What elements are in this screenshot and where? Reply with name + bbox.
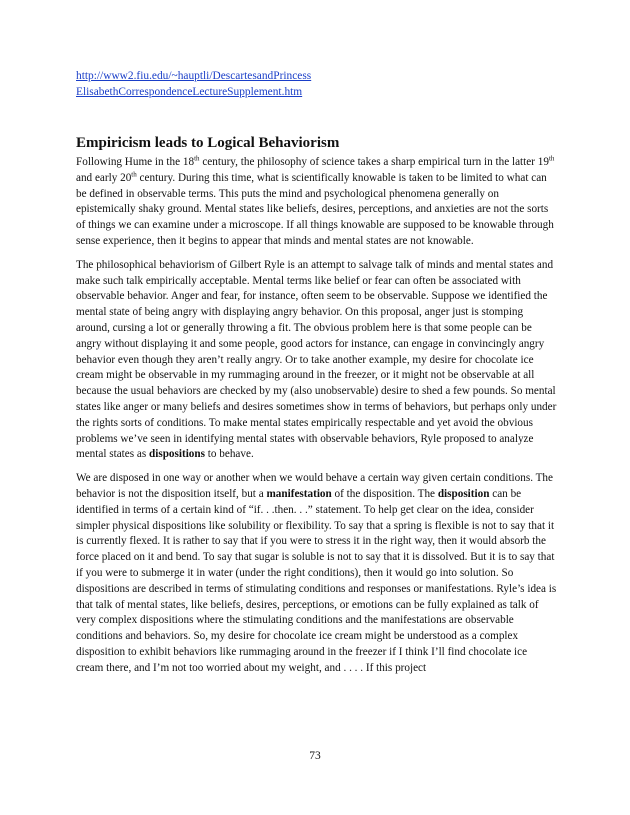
reference-link-line-2[interactable]: ElisabethCorrespondenceLectureSupplement.htm bbox=[76, 86, 303, 98]
p2-bold-dispositions: dispositions bbox=[149, 448, 205, 461]
paragraph-3 bbox=[76, 471, 557, 676]
reference-link-line-1[interactable]: http://www2.fiu.edu/~hauptli/DescartesandPrincess bbox=[76, 70, 312, 82]
p1-sup-1: th bbox=[194, 154, 200, 163]
paragraph-1 bbox=[76, 155, 557, 250]
p3-text-b: of the disposition. The bbox=[331, 487, 438, 500]
p2-text-b: to behave. bbox=[204, 448, 254, 461]
p1-text-c: and early 20 bbox=[76, 171, 132, 184]
p3-text-a: We are disposed in one way or another when we would behave a certain way given certain conditions. The behavior is not the disposition itself, but a bbox=[76, 472, 553, 500]
p3-bold-manifestation: manifestation bbox=[266, 487, 332, 500]
p2-text-a: The philosophical behaviorism of Gilbert Ryle is an attempt to salvage talk of minds and mental states and make such talk empirically acceptable. Mental terms like belief or fear can often be associated with observable behavior. Anger and fear, for instance, often seem to be observable. Suppose we identified the mental state of being angry with displaying angry behavior. On this proposal, anger just is stomping around, cursing a lot or generally throwing a fit. The obvious problem here is that some people can be angry without displaying it and some people, good actors for instance, can engage in convincingly angry behavior even though they aren’t really angry. Or to take another example, my desire for chocolate ice cream might be observable in my rummaging around in the freezer, or it might not be observable at all because the usual behaviors are checked by my (also unobservable) desire to shed a few pounds. So mental states like anger or many beliefs and desires sometimes show in terms of behaviors, but perhaps only under the rights sorts of conditions. To make mental states empirically respectable and yet avoid the obvious problems we’ve seen in identifying mental states with observable behaviors, Ryle proposed to analyze mental states as bbox=[76, 258, 557, 461]
p1-text-a: Following Hume in the 18 bbox=[76, 156, 195, 168]
page-content bbox=[76, 68, 557, 685]
p1-sup-3: th bbox=[131, 170, 137, 179]
p3-bold-disposition: disposition bbox=[437, 487, 490, 500]
p1-text-d: century. During this time, what is scientifically knowable is taken to be limited to what can be defined in observable terms. This puts the mind and psychological phenomena generally on epistemically shaky ground. Mental states like beliefs, desires, perceptions, and anxieties are not the sorts of things we can examine under a microscope. If all things knowable are supposed to be knowable through sense experience, then it begins to appear that minds and mental states are not knowable. bbox=[76, 171, 554, 247]
p1-text-b: century, the philosophy of science takes a sharp empirical turn in the latter 19 bbox=[199, 156, 549, 168]
p1-sup-2: th bbox=[548, 154, 555, 163]
paragraph-2 bbox=[76, 258, 557, 463]
section-heading: Empiricism leads to Logical Behaviorism bbox=[76, 135, 340, 151]
p3-text-c: can be identified in terms of a certain kind of “if. . .then. . .” statement. To help get clear on the idea, consider simpler physical dispositions like solubility or flexibility. To say that a spring is flexible is not to say that it is currently flexed. It is rather to say that if you were to stress it in the right way, then it would absorb the force placed on it and bend. To say that sugar is soluble is not to say that it is dissolved. But it is to say that if you were to submerge it in water (under the right conditions), then it would go into solution. So dispositions are described in terms of stimulating conditions and responses or manifestations. Ryle’s idea is that talk of mental states, like beliefs, desires, perceptions, or emotions can be fully explained as talk of very complex dispositions where the stimulating conditions and the manifestations are observable conditions and behaviors. So, my desire for chocolate ice cream might be understood as a complex disposition to exhibit behaviors like rummaging around in the freezer if I think I’ll find chocolate ice cream there, and I’m not too worried about my weight, and . . . . If this project bbox=[76, 487, 557, 674]
reference-link[interactable] bbox=[76, 68, 557, 100]
page-number: 73 bbox=[309, 750, 321, 762]
